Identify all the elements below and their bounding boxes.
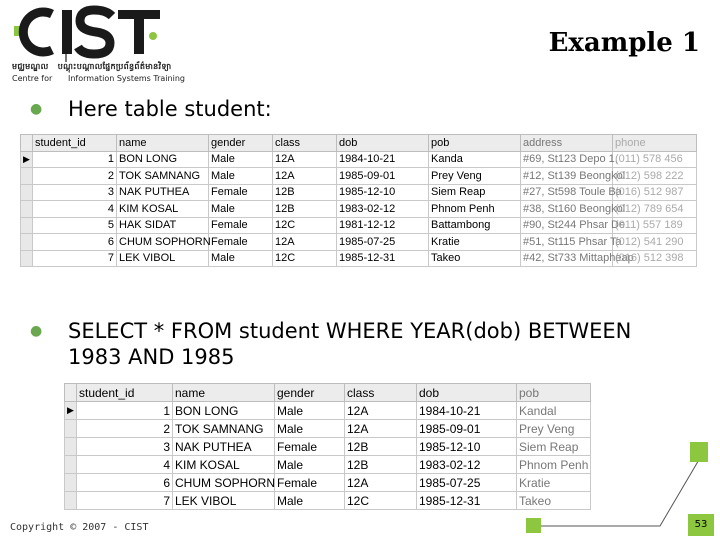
table-cell[interactable]: BON LONG xyxy=(173,402,275,420)
table-cell[interactable]: Prey Veng xyxy=(517,420,591,438)
table-cell[interactable]: #38, St160 Beongkol xyxy=(521,201,613,218)
column-header[interactable]: name xyxy=(173,384,275,402)
column-header[interactable]: class xyxy=(273,135,337,152)
table-row[interactable] xyxy=(21,168,697,185)
table-cell[interactable]: (012) 789 654 xyxy=(613,201,697,218)
table-cell[interactable]: 2 xyxy=(77,420,173,438)
logo-english-line-1: Centre for xyxy=(12,74,53,83)
table-cell[interactable]: 3 xyxy=(33,184,117,201)
table-cell[interactable]: NAK PUTHEA xyxy=(117,184,209,201)
table-cell[interactable]: TOK SAMNANG xyxy=(117,168,209,185)
table-cell[interactable]: #51, St115 Phsar Ta xyxy=(521,234,613,251)
column-header[interactable]: phone xyxy=(613,135,697,152)
table-cell[interactable]: 12A xyxy=(273,234,337,251)
table-cell[interactable]: 1985-09-01 xyxy=(417,420,517,438)
table-cell[interactable]: Female xyxy=(209,184,273,201)
table-cell[interactable]: 12A xyxy=(345,420,417,438)
table-cell[interactable]: Phnom Penh xyxy=(517,456,591,474)
column-header[interactable]: class xyxy=(345,384,417,402)
table-cell[interactable]: #69, St123 Depo 1, xyxy=(521,151,613,168)
table-cell[interactable]: 1983-02-12 xyxy=(417,456,517,474)
bullet-dot-icon: ● xyxy=(30,101,43,117)
row-selector[interactable] xyxy=(65,474,77,492)
table-cell[interactable]: #42, St733 Mittapheap xyxy=(521,250,613,267)
bullet-dot-icon: ● xyxy=(30,323,43,339)
row-selector[interactable] xyxy=(65,420,77,438)
accent-square xyxy=(690,442,708,462)
table-cell[interactable]: (012) 541 290 xyxy=(613,234,697,251)
table-cell[interactable]: 1985-12-31 xyxy=(417,492,517,510)
column-header[interactable]: dob xyxy=(337,135,429,152)
table-cell[interactable]: Kratie xyxy=(517,474,591,492)
table-row[interactable] xyxy=(65,402,591,420)
row-selector-header xyxy=(21,135,33,152)
cist-logo-mark xyxy=(6,4,176,62)
table-cell[interactable]: 12B xyxy=(273,184,337,201)
column-header[interactable]: gender xyxy=(209,135,273,152)
table-cell[interactable]: Takeo xyxy=(517,492,591,510)
table-row[interactable] xyxy=(21,151,697,168)
table-cell[interactable]: CHUM SOPHORN xyxy=(117,234,209,251)
column-header[interactable]: student_id xyxy=(77,384,173,402)
table-cell[interactable]: Female xyxy=(209,217,273,234)
table-cell[interactable]: 6 xyxy=(33,234,117,251)
table-cell[interactable]: Female xyxy=(275,438,345,456)
table-cell[interactable]: 1985-09-01 xyxy=(337,168,429,185)
table-cell[interactable]: 12B xyxy=(345,456,417,474)
table-cell[interactable]: (016) 512 987 xyxy=(613,184,697,201)
bullet-text: SELECT * FROM student WHERE YEAR(dob) BETWEEN 1983 AND 1985 xyxy=(68,319,632,369)
table-cell[interactable]: Siem Reap xyxy=(429,184,521,201)
table-cell[interactable]: 12C xyxy=(345,492,417,510)
row-selector-header xyxy=(65,384,77,402)
table-cell[interactable]: 5 xyxy=(33,217,117,234)
table-cell[interactable]: 12C xyxy=(273,217,337,234)
table-row[interactable] xyxy=(21,201,697,218)
table-cell[interactable]: 12A xyxy=(273,151,337,168)
table-row[interactable] xyxy=(65,492,591,510)
table-row[interactable] xyxy=(65,438,591,456)
student-table-filtered xyxy=(64,383,591,510)
cist-logo xyxy=(6,4,185,88)
table-cell[interactable]: KIM KOSAL xyxy=(117,201,209,218)
table-cell[interactable]: 4 xyxy=(33,201,117,218)
table-cell[interactable]: NAK PUTHEA xyxy=(173,438,275,456)
table-cell[interactable]: 12B xyxy=(273,201,337,218)
table-cell[interactable]: Female xyxy=(209,234,273,251)
table-cell[interactable]: #90, St244 Phsar De xyxy=(521,217,613,234)
column-header[interactable]: pob xyxy=(429,135,521,152)
table-cell[interactable]: Prey Veng xyxy=(429,168,521,185)
row-selector[interactable] xyxy=(21,201,33,218)
table-cell[interactable]: Siem Reap xyxy=(517,438,591,456)
table-cell[interactable]: 12A xyxy=(345,402,417,420)
bullet-intro xyxy=(30,96,630,126)
table-cell[interactable]: 1985-12-10 xyxy=(417,438,517,456)
table-cell[interactable]: 1981-12-12 xyxy=(337,217,429,234)
table-row[interactable] xyxy=(21,234,697,251)
logo-khmer-text: មជ្ឈមណ្ឌល បណ្តុះបណ្តាលផ្នែកប្រព័ន្ធព័ត៌មានវិទ្យា xyxy=(12,62,172,71)
table-row[interactable] xyxy=(21,250,697,267)
table-cell[interactable]: Takeo xyxy=(429,250,521,267)
row-selector[interactable] xyxy=(65,492,77,510)
page-number: 53 xyxy=(694,519,708,530)
table-cell[interactable]: (011) 578 456 xyxy=(613,151,697,168)
table-cell[interactable]: Kandal xyxy=(517,402,591,420)
row-selector[interactable] xyxy=(21,168,33,185)
student-table-full xyxy=(20,134,697,267)
row-selector[interactable] xyxy=(65,456,77,474)
row-selector[interactable] xyxy=(65,438,77,456)
slide-title: Example 1 xyxy=(548,28,700,58)
table-cell[interactable]: 4 xyxy=(77,456,173,474)
logo-english-line-2: Information Systems Training xyxy=(68,74,185,83)
table-cell[interactable]: LEK VIBOL xyxy=(173,492,275,510)
table-cell[interactable]: #27, St598 Toule Ba xyxy=(521,184,613,201)
row-selector[interactable] xyxy=(21,184,33,201)
table-cell[interactable]: 12A xyxy=(345,474,417,492)
table-cell[interactable]: 1985-07-25 xyxy=(417,474,517,492)
table-cell[interactable]: Kanda xyxy=(429,151,521,168)
table-cell[interactable]: BON LONG xyxy=(117,151,209,168)
table-cell[interactable]: HAK SIDAT xyxy=(117,217,209,234)
bullet-text: Here table student: xyxy=(68,97,272,121)
table-cell[interactable]: Female xyxy=(275,474,345,492)
table-cell[interactable]: Male xyxy=(275,420,345,438)
table-cell[interactable]: 7 xyxy=(33,250,117,267)
table-cell[interactable]: 1985-07-25 xyxy=(337,234,429,251)
table-row[interactable] xyxy=(65,474,591,492)
table-cell[interactable]: (012) 598 222 xyxy=(613,168,697,185)
row-selector[interactable] xyxy=(21,250,33,267)
table-row[interactable] xyxy=(65,456,591,474)
table-cell[interactable]: 12C xyxy=(273,250,337,267)
current-row-indicator-icon[interactable]: ▶ xyxy=(21,151,33,168)
copyright-footer: Copyright © 2007 - CIST xyxy=(10,522,149,533)
table-cell[interactable]: 1985-12-10 xyxy=(337,184,429,201)
table-cell[interactable]: Male xyxy=(275,492,345,510)
bullet-query xyxy=(30,318,650,374)
table-cell[interactable]: 6 xyxy=(77,474,173,492)
column-header[interactable]: name xyxy=(117,135,209,152)
table-cell[interactable]: (011) 557 189 xyxy=(613,217,697,234)
row-selector[interactable] xyxy=(21,234,33,251)
table-header-row xyxy=(21,135,697,152)
table-row[interactable] xyxy=(21,217,697,234)
table-cell[interactable]: TOK SAMNANG xyxy=(173,420,275,438)
table-cell[interactable]: Kratie xyxy=(429,234,521,251)
table-header-row xyxy=(65,384,591,402)
table-cell[interactable]: 1983-02-12 xyxy=(337,201,429,218)
row-selector[interactable] xyxy=(21,217,33,234)
column-header[interactable]: pob xyxy=(517,384,591,402)
table-cell[interactable]: 12A xyxy=(273,168,337,185)
table-cell[interactable]: 7 xyxy=(77,492,173,510)
table-cell[interactable]: 2 xyxy=(33,168,117,185)
table-cell[interactable]: Male xyxy=(209,151,273,168)
table-cell[interactable]: CHUM SOPHORN xyxy=(173,474,275,492)
column-header[interactable]: address xyxy=(521,135,613,152)
table-cell[interactable]: Male xyxy=(209,250,273,267)
table-cell[interactable]: Male xyxy=(275,456,345,474)
table-cell[interactable]: (016) 512 398 xyxy=(613,250,697,267)
table-cell[interactable]: #12, St139 Beongkol xyxy=(521,168,613,185)
table-row[interactable] xyxy=(65,420,591,438)
column-header[interactable]: student_id xyxy=(33,135,117,152)
table-cell[interactable]: KIM KOSAL xyxy=(173,456,275,474)
table-cell[interactable]: 1985-12-31 xyxy=(337,250,429,267)
column-header[interactable]: dob xyxy=(417,384,517,402)
table-cell[interactable]: Male xyxy=(209,201,273,218)
column-header[interactable]: gender xyxy=(275,384,345,402)
current-row-indicator-icon[interactable]: ▶ xyxy=(65,402,77,420)
table-cell[interactable]: 12B xyxy=(345,438,417,456)
table-cell[interactable]: 1984-10-21 xyxy=(417,402,517,420)
table-cell[interactable]: 1984-10-21 xyxy=(337,151,429,168)
table-cell[interactable]: 1 xyxy=(33,151,117,168)
table-cell[interactable]: Phnom Penh xyxy=(429,201,521,218)
table-cell[interactable]: Male xyxy=(209,168,273,185)
table-cell[interactable]: 1 xyxy=(77,402,173,420)
table-cell[interactable]: 3 xyxy=(77,438,173,456)
table-cell[interactable]: Battambong xyxy=(429,217,521,234)
table-row[interactable] xyxy=(21,184,697,201)
table-cell[interactable]: Male xyxy=(275,402,345,420)
table-cell[interactable]: LEK VIBOL xyxy=(117,250,209,267)
accent-square xyxy=(526,518,541,533)
